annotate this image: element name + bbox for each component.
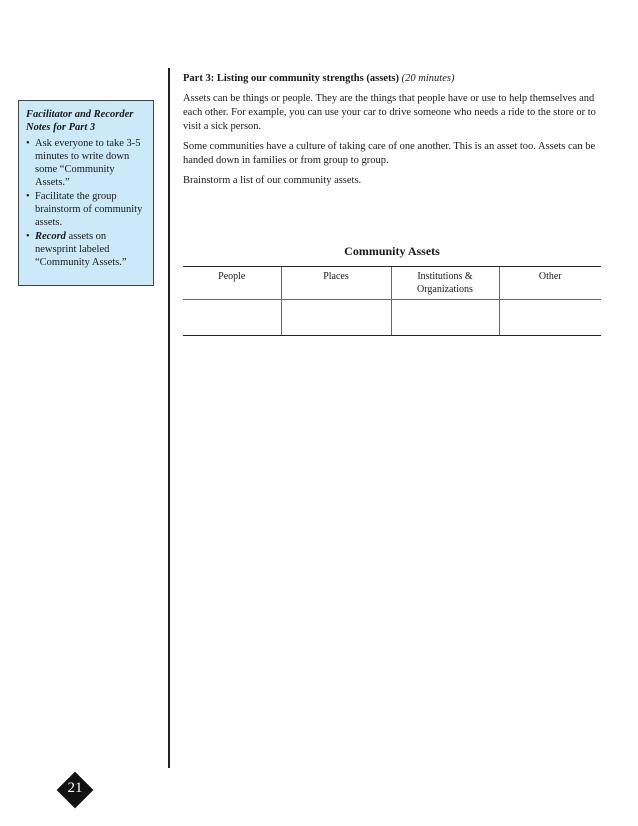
notes-item-facilitate [26,190,148,229]
notes-item-record [26,230,148,269]
page-number: 21 [67,780,83,796]
notes-item-text: Facilitate the group brainstorm of community assets. [35,191,143,228]
paragraph-brainstorm: Brainstorm a list of our community assets. [183,175,362,186]
part-heading-title: Part 3: Listing our community strengths (assets) [183,73,400,84]
notes-item-write-assets [26,137,148,189]
table-cell-institutions [391,300,499,336]
vertical-divider [168,68,170,768]
table-cell-other [499,300,601,336]
notes-item-text: Ask everyone to take 3-5 minutes to write down some “Community Assets.” [35,138,141,188]
facilitator-notes-title [26,108,148,134]
part-heading [183,72,601,86]
paragraph-culture: Some communities have a culture of taking care of one another. This is an asset too. Assets can be handed down in families or from group to group. [183,141,596,166]
facilitator-notes-title-line2: Notes for Part 3 [26,122,96,133]
notes-item-text: assets on newsprint labeled “Community Assets.” [35,231,127,268]
part-heading-duration: (20 minutes) [401,73,455,84]
main-content [183,72,601,194]
table-title: Community Assets [344,244,440,258]
table-header-row [183,267,601,300]
column-header-places: Places [281,267,391,300]
facilitator-notes-title-line1: Facilitator and Recorder [26,109,134,120]
page-number-badge [57,772,93,808]
paragraph-assets-definition: Assets can be things or people. They are the things that people have or use to help themselves and each other. For example, you can use your car to drive someone who needs a ride to the store or to visit a sick person. [183,93,596,132]
notes-item-emphasis: Record [35,231,66,242]
column-header-institutions: Institutions & Organizations [391,267,499,300]
table-row [183,300,601,336]
column-header-other: Other [499,267,601,300]
column-header-people: People [183,267,281,300]
community-assets-table [183,266,601,336]
facilitator-notes-list [26,137,148,269]
table-cell-people [183,300,281,336]
facilitator-notes-box [18,100,154,286]
table-cell-places [281,300,391,336]
